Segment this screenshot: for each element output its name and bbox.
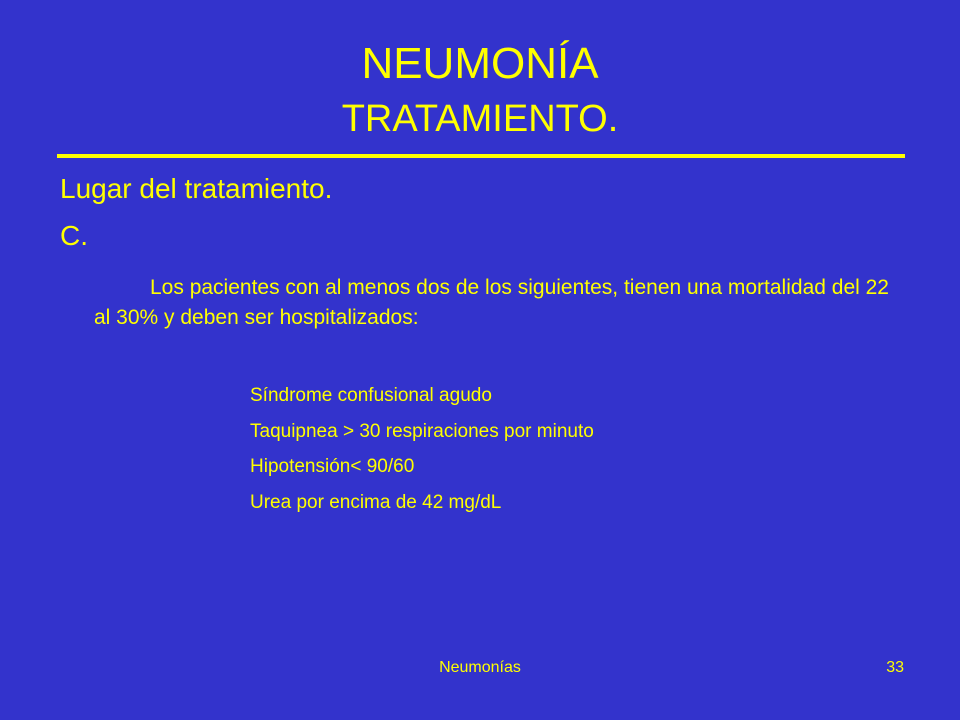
criteria-item: Hipotensión< 90/60 bbox=[250, 456, 415, 477]
page-number: 33 bbox=[886, 659, 904, 676]
title-divider bbox=[57, 154, 905, 158]
criteria-item: Urea por encima de 42 mg/dL bbox=[250, 491, 502, 513]
slide-title: NEUMONÍA bbox=[361, 39, 599, 88]
section-heading: Lugar del tratamiento. bbox=[60, 173, 333, 204]
criteria-item: Síndrome confusional agudo bbox=[250, 385, 492, 406]
body-paragraph: Los pacientes con al menos dos de los siguientes, tienen una mortalidad del 22 al 30% y deben ser hospitalizados: bbox=[94, 276, 889, 329]
footer-label: Neumonías bbox=[439, 659, 521, 676]
section-letter: C. bbox=[60, 220, 88, 251]
slide-subtitle: TRATAMIENTO. bbox=[341, 98, 619, 140]
criteria-item: Taquipnea > 30 respiraciones por minuto bbox=[250, 420, 594, 442]
criteria-list bbox=[250, 384, 594, 526]
